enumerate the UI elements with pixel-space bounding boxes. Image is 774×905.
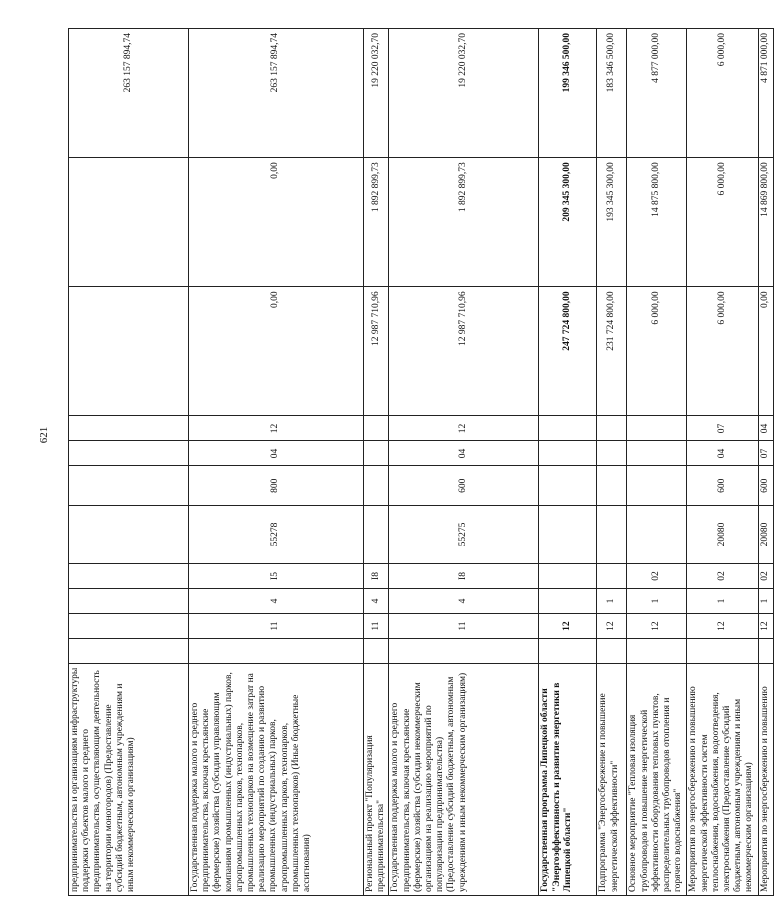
row-section-cell: 04	[389, 441, 539, 466]
row-section-cell	[364, 441, 389, 466]
row-amount-year3-cell: 4 871 000,00	[759, 29, 773, 158]
row-subsection-cell	[69, 416, 189, 441]
row-subsection-cell	[364, 416, 389, 441]
row-subsection-cell	[627, 416, 687, 441]
row-activity-code-cell	[69, 563, 189, 588]
row-code-blank-cell	[759, 639, 773, 664]
row-expense-type-cell: 800	[189, 466, 364, 506]
row-program-code-cell: 12	[759, 614, 773, 639]
row-amount-year2-cell: 6 000,00	[687, 158, 759, 287]
row-amount-year2-cell: 14 875 800,00	[627, 158, 687, 287]
row-amount-year3-cell: 183 346 500,00	[597, 29, 627, 158]
row-code-blank-cell	[69, 639, 189, 664]
row-amount-year3-cell: 6 000,00	[687, 29, 759, 158]
row-subprogram-code-cell: 4	[189, 589, 364, 614]
row-amount-year3-cell: 263 157 894,74	[189, 29, 364, 158]
row-name-cell: Государственная поддержка малого и среднего предпринимательства, включая крестьянские (фермерские) хозяйства (субсидии некоммерческим организациям на реализацию мероприятий по популяризации предпринимательства) (Предоставление субсидий бюджетным, автономным учреждениям и иным некоммерческим организациям)	[389, 664, 539, 896]
row-expense-type-cell	[539, 466, 597, 506]
row-code-blank-cell	[389, 639, 539, 664]
row-name-cell: Мероприятия по энергосбережению и повышению энергетической эффективности систем теплоснабжения, водоснабжения, водоотведения, электроснабжения (Предоставление субсидий бюджетным, автономным учреждениям и иным некоммерческим организациям)	[687, 664, 759, 896]
budget-table-container	[68, 28, 771, 896]
row-section-cell	[627, 441, 687, 466]
table-row	[597, 29, 627, 896]
row-amount-year1-cell: 6 000,00	[627, 287, 687, 416]
row-name-cell: Мероприятия по энергосбережению и повышению	[759, 664, 773, 896]
table-row	[627, 29, 687, 896]
row-code-blank-cell	[627, 639, 687, 664]
table-row	[189, 29, 364, 896]
row-amount-year1-cell: 247 724 800,00	[539, 287, 597, 416]
row-code-blank-cell	[189, 639, 364, 664]
row-amount-year1-cell: 12 987 710,96	[389, 287, 539, 416]
row-expense-type-cell	[364, 466, 389, 506]
row-subprogram-code-cell: 1	[687, 589, 759, 614]
row-expense-type-cell	[69, 466, 189, 506]
row-subsection-cell: 04	[759, 416, 773, 441]
row-activity-code-cell: I8	[389, 563, 539, 588]
row-program-code-cell	[69, 614, 189, 639]
row-name-cell: Государственная поддержка малого и среднего предпринимательства, включая крестьянские (фермерские) хозяйства (субсидии управляющим компаниям промышленных (индустриальных) парков, агропромышленных парков, технопарков, промышленных технопарков на возмещение затрат на реализацию мероприятий по созданию и развитию промышленных (индустриальных) парков, агропромышленных парков, технопарков, промышленных технопарков) (Иные бюджетные ассигнования)	[189, 664, 364, 896]
row-expense-type-cell	[627, 466, 687, 506]
budget-table	[68, 28, 774, 896]
table-row	[364, 29, 389, 896]
row-amount-year1-cell: 6 000,00	[687, 287, 759, 416]
row-amount-year2-cell: 0,00	[189, 158, 364, 287]
row-subprogram-code-cell	[539, 589, 597, 614]
row-activity-code-cell: 02	[687, 563, 759, 588]
row-section-cell	[539, 441, 597, 466]
row-program-code-cell: 11	[364, 614, 389, 639]
row-direction-code-cell	[627, 506, 687, 564]
row-activity-code-cell	[539, 563, 597, 588]
row-amount-year2-cell: 209 345 300,00	[539, 158, 597, 287]
row-program-code-cell: 12	[687, 614, 759, 639]
row-subsection-cell: 12	[389, 416, 539, 441]
row-amount-year2-cell: 193 345 300,00	[597, 158, 627, 287]
table-row	[539, 29, 597, 896]
row-program-code-cell: 11	[189, 614, 364, 639]
table-row	[759, 29, 773, 896]
row-direction-code-cell: 20080	[759, 506, 773, 564]
row-section-cell: 04	[687, 441, 759, 466]
row-direction-code-cell	[539, 506, 597, 564]
row-section-cell: 07	[759, 441, 773, 466]
row-expense-type-cell: 600	[687, 466, 759, 506]
row-activity-code-cell: I5	[189, 563, 364, 588]
row-name-cell: Государственная программа Липецкой области "Энергоэффективность и развитие энергетики в Липецкой области"	[539, 664, 597, 896]
row-code-blank-cell	[597, 639, 627, 664]
row-code-blank-cell	[687, 639, 759, 664]
row-amount-year2-cell: 1 892 899,73	[389, 158, 539, 287]
row-direction-code-cell	[364, 506, 389, 564]
row-amount-year1-cell: 0,00	[759, 287, 773, 416]
row-subsection-cell: 12	[189, 416, 364, 441]
row-activity-code-cell: 02	[627, 563, 687, 588]
row-subsection-cell: 07	[687, 416, 759, 441]
row-direction-code-cell	[69, 506, 189, 564]
page-number: 621	[38, 426, 50, 444]
row-code-blank-cell	[539, 639, 597, 664]
row-subprogram-code-cell: 1	[597, 589, 627, 614]
row-activity-code-cell	[597, 563, 627, 588]
row-amount-year3-cell: 199 346 500,00	[539, 29, 597, 158]
row-activity-code-cell: 02	[759, 563, 773, 588]
row-section-cell	[69, 441, 189, 466]
row-subprogram-code-cell: 4	[364, 589, 389, 614]
row-amount-year1-cell: 12 987 710,96	[364, 287, 389, 416]
row-subprogram-code-cell: 1	[759, 589, 773, 614]
row-amount-year1-cell: 231 724 800,00	[597, 287, 627, 416]
row-program-code-cell: 12	[627, 614, 687, 639]
row-subsection-cell	[597, 416, 627, 441]
row-name-cell: Подпрограмма "Энергосбережение и повышение энергетической эффективности"	[597, 664, 627, 896]
table-row	[389, 29, 539, 896]
row-subprogram-code-cell: 4	[389, 589, 539, 614]
row-amount-year2-cell: 1 892 899,73	[364, 158, 389, 287]
row-subprogram-code-cell	[69, 589, 189, 614]
row-code-blank-cell	[364, 639, 389, 664]
table-row	[687, 29, 759, 896]
row-subprogram-code-cell: 1	[627, 589, 687, 614]
row-amount-year1-cell: 0,00	[189, 287, 364, 416]
row-amount-year3-cell: 263 157 894,74	[69, 29, 189, 158]
row-section-cell: 04	[189, 441, 364, 466]
row-expense-type-cell: 600	[389, 466, 539, 506]
row-program-code-cell: 12	[597, 614, 627, 639]
table-body	[69, 29, 774, 896]
row-amount-year2-cell: 14 869 800,00	[759, 158, 773, 287]
row-section-cell	[597, 441, 627, 466]
row-expense-type-cell: 600	[759, 466, 773, 506]
row-name-cell: Основное мероприятие "Тепловая изоляция трубопроводов и повышение энергетической эффективности оборудования тепловых пунктов, распределительных трубопроводов отопления и горячего водоснабжения"	[627, 664, 687, 896]
row-name-cell: предпринимательства и организациям инфраструктуры поддержки субъектов малого и среднего предпринимательства, осуществляющим деятельность на территории моногородов) (Предоставление субсидий бюджетным, автономным учреждениям и иным некоммерческим организациям)	[69, 664, 189, 896]
row-direction-code-cell: 55278	[189, 506, 364, 564]
table-row	[69, 29, 189, 896]
row-direction-code-cell: 20080	[687, 506, 759, 564]
row-amount-year2-cell	[69, 158, 189, 287]
row-amount-year3-cell: 19 220 032,70	[389, 29, 539, 158]
row-direction-code-cell: 55275	[389, 506, 539, 564]
row-amount-year3-cell: 19 220 032,70	[364, 29, 389, 158]
row-program-code-cell: 11	[389, 614, 539, 639]
row-subsection-cell	[539, 416, 597, 441]
row-amount-year1-cell	[69, 287, 189, 416]
row-activity-code-cell: I8	[364, 563, 389, 588]
row-name-cell: Региональный проект "Популяризация предпринимательства"	[364, 664, 389, 896]
row-amount-year3-cell: 4 877 000,00	[627, 29, 687, 158]
row-direction-code-cell	[597, 506, 627, 564]
row-program-code-cell: 12	[539, 614, 597, 639]
row-expense-type-cell	[597, 466, 627, 506]
